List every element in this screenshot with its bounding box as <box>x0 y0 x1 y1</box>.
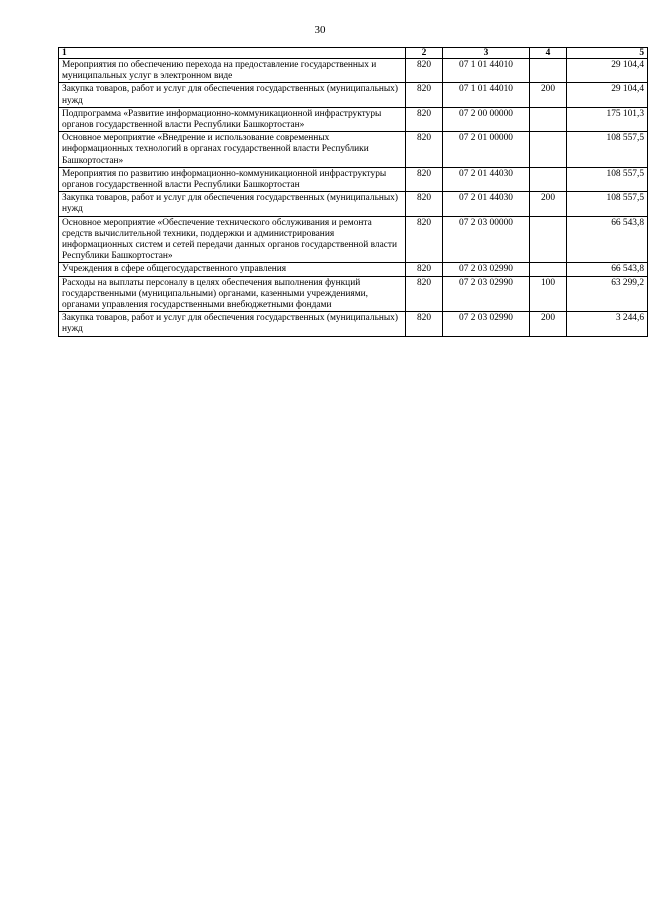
row-vr-cell <box>530 132 567 168</box>
row-dep-cell: 820 <box>406 216 443 263</box>
row-sum-cell: 66 543,8 <box>567 263 648 276</box>
table-header-row <box>59 48 648 59</box>
row-csr-cell: 07 2 01 44030 <box>443 167 530 191</box>
row-dep-cell: 820 <box>406 276 443 312</box>
row-dep-cell: 820 <box>406 312 443 336</box>
row-csr-cell: 07 2 03 00000 <box>443 216 530 263</box>
row-csr-cell: 07 2 03 02990 <box>443 276 530 312</box>
row-sum-cell: 175 101,3 <box>567 107 648 131</box>
row-csr-cell: 07 2 03 02990 <box>443 312 530 336</box>
row-csr-cell: 07 2 01 00000 <box>443 132 530 168</box>
table-row <box>59 83 648 107</box>
row-name-cell: Расходы на выплаты персоналу в целях обеспечения выполнения функций государственными (муниципальными) органами, казенными учреждениями, органами управления государственными внебюджетными фондами <box>59 276 406 312</box>
row-dep-cell: 820 <box>406 107 443 131</box>
column-header-2: 2 <box>406 48 443 59</box>
row-name-cell: Закупка товаров, работ и услуг для обеспечения государственных (муниципальных) нужд <box>59 83 406 107</box>
row-sum-cell: 66 543,8 <box>567 216 648 263</box>
row-dep-cell: 820 <box>406 167 443 191</box>
row-csr-cell: 07 2 00 00000 <box>443 107 530 131</box>
table-row <box>59 192 648 216</box>
row-dep-cell: 820 <box>406 59 443 83</box>
row-dep-cell: 820 <box>406 192 443 216</box>
table-row <box>59 276 648 312</box>
table-row <box>59 312 648 336</box>
row-vr-cell <box>530 263 567 276</box>
row-sum-cell: 3 244,6 <box>567 312 648 336</box>
page-number: 30 <box>314 24 326 36</box>
row-sum-cell: 29 104,4 <box>567 83 648 107</box>
row-dep-cell: 820 <box>406 263 443 276</box>
table-row <box>59 216 648 263</box>
row-name-cell: Мероприятия по обеспечению перехода на предоставление государственных и муниципальных услуг в электронном виде <box>59 59 406 83</box>
row-dep-cell: 820 <box>406 132 443 168</box>
budget-table <box>58 47 648 337</box>
table-row <box>59 132 648 168</box>
table-row <box>59 263 648 276</box>
row-vr-cell <box>530 216 567 263</box>
column-header-3: 3 <box>443 48 530 59</box>
row-sum-cell: 63 299,2 <box>567 276 648 312</box>
row-sum-cell: 29 104,4 <box>567 59 648 83</box>
row-dep-cell: 820 <box>406 83 443 107</box>
row-name-cell: Основное мероприятие «Обеспечение технического обслуживания и ремонта средств вычислительной техники, поддержки и администрирования информационных систем и сетей передачи данных органов государственной власти Республики Башкортостан» <box>59 216 406 263</box>
row-vr-cell <box>530 107 567 131</box>
row-sum-cell: 108 557,5 <box>567 167 648 191</box>
row-vr-cell: 200 <box>530 192 567 216</box>
row-name-cell: Закупка товаров, работ и услуг для обеспечения государственных (муниципальных) нужд <box>59 312 406 336</box>
table-row <box>59 59 648 83</box>
row-vr-cell <box>530 59 567 83</box>
row-csr-cell: 07 2 01 44030 <box>443 192 530 216</box>
row-name-cell: Основное мероприятие «Внедрение и использование современных информационных технологий в органах государственной власти Республики Башкортостан» <box>59 132 406 168</box>
budget-table-container <box>58 47 644 337</box>
row-csr-cell: 07 1 01 44010 <box>443 83 530 107</box>
row-vr-cell: 200 <box>530 312 567 336</box>
row-csr-cell: 07 1 01 44010 <box>443 59 530 83</box>
row-name-cell: Мероприятия по развитию информационно-коммуникационной инфраструктуры органов государственной власти Республики Башкортостан <box>59 167 406 191</box>
column-header-4: 4 <box>530 48 567 59</box>
row-vr-cell: 100 <box>530 276 567 312</box>
table-row <box>59 167 648 191</box>
row-name-cell: Учреждения в сфере общегосударственного управления <box>59 263 406 276</box>
row-name-cell: Закупка товаров, работ и услуг для обеспечения государственных (муниципальных) нужд <box>59 192 406 216</box>
row-name-cell: Подпрограмма «Развитие информационно-коммуникационной инфраструктуры органов государственной власти Республики Башкортостан» <box>59 107 406 131</box>
column-header-1: 1 <box>59 48 406 59</box>
row-sum-cell: 108 557,5 <box>567 192 648 216</box>
row-sum-cell: 108 557,5 <box>567 132 648 168</box>
row-vr-cell <box>530 167 567 191</box>
column-header-5: 5 <box>567 48 648 59</box>
table-row <box>59 107 648 131</box>
row-csr-cell: 07 2 03 02990 <box>443 263 530 276</box>
row-vr-cell: 200 <box>530 83 567 107</box>
